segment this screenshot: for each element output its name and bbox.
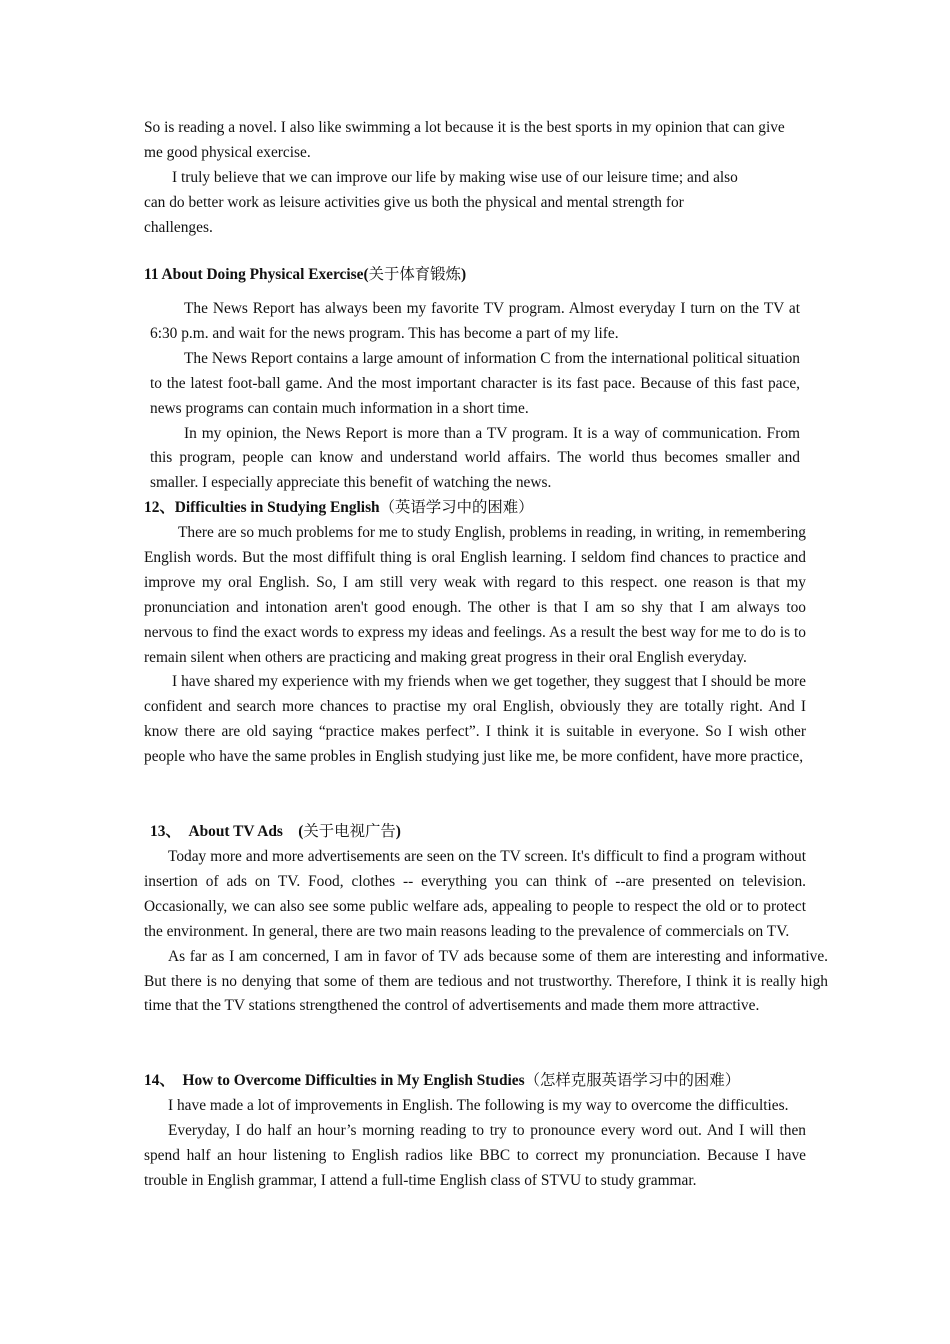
section-12-paragraph-1: There are so much problems for me to study English, problems in reading, in writing, in remembering English words. But the most diffifult thing is oral English learning. I seldom find chances to practice and improve my oral English. So, I am still very weak with regard to this respect. one reason is that my pronunciation and intonation aren't good enough. The other is that I am so shy that I am always too nervous to find the exact words to express my ideas and feelings. As a result the best way for me to do is to remain silent when others are practicing and making great progress in their oral English everyday. (144, 524, 806, 666)
section-13-paragraph-2: As far as I am concerned, I am in favor of TV ads because some of them are interesting and informative. But there is no denying that some of them are tedious and not trustworthy. Therefore, I think it is really high time that the TV stations strengthened the control of advertisements and made them more attractive. (144, 947, 828, 1015)
section-14-heading: 14、 How to Overcome Difficulties in My English Studies（怎样克服英语学习中的困难） (144, 1072, 741, 1089)
section-12-paragraph-2: I have shared my experience with my friends when we get together, they suggest that I should be more confident and search more chances to practise my oral English, obviously they are totally right. And I know there are old saying “practice makes perfect”. I think it is suitable in everyone. So I wish other people who have the same probles in English studying just like me, be more confident, have more practice, (144, 673, 806, 766)
section-14-body (144, 1094, 806, 1194)
section-11-paragraph-2: The News Report contains a large amount of information C from the international political situation to the latest foot-ball game. And the most important character is its fast pace. Because of this fast pace, news programs can contain much information in a short time. (150, 349, 800, 417)
section-11-paragraph-3: In my opinion, the News Report is more than a TV program. It is a way of communication. From this program, people can know and understand world affairs. The world thus becomes smaller and smaller. I especially appreciate this benefit of watching the news. (150, 424, 800, 492)
section-11-paragraph-1: The News Report has always been my favorite TV program. Almost everyday I turn on the TV at 6:30 p.m. and wait for the news program. This has become a part of my life. (150, 300, 800, 342)
section-12-heading: 12、Difficulties in Studying English（英语学习中的困难） (144, 499, 534, 516)
intro-block (144, 116, 806, 241)
section-13-heading: 13、 About TV Ads (关于电视广告) (150, 823, 401, 840)
intro-paragraph-1: So is reading a novel. I also like swimming a lot because it is the best sports in my opinion that can give me good physical exercise. (144, 119, 785, 161)
section-14-paragraph-1: I have made a lot of improvements in English. The following is my way to overcome the difficulties. (168, 1097, 789, 1114)
section-12-body (144, 521, 806, 770)
section-13-body (144, 845, 828, 1019)
section-11-heading: 11 About Doing Physical Exercise(关于体育锻炼) (144, 266, 467, 283)
section-11-body (150, 297, 800, 496)
section-13-paragraph-1: Today more and more advertisements are seen on the TV screen. It's difficult to find a program without insertion of ads on TV. Food, clothes -- everything you can think of --are presented on television. Occasionally, we can also see some public welfare ads, appealing to people to respect the old or to protect the environment. In general, there are two main reasons leading to the prevalence of commercials on TV. (144, 848, 806, 940)
intro-paragraph-2: I truly believe that we can improve our life by making wise use of our leisure time; and also can do better work as leisure activities give us both the physical and mental strength for challenges. (144, 168, 738, 236)
section-14-paragraph-2: Everyday, I do half an hour’s morning reading to try to pronounce every word out. And I will then spend half an hour listening to English radios like BBC to correct my pronunciation. Because I have trouble in English grammar, I attend a full-time English class of STVU to study grammar. (144, 1121, 806, 1189)
